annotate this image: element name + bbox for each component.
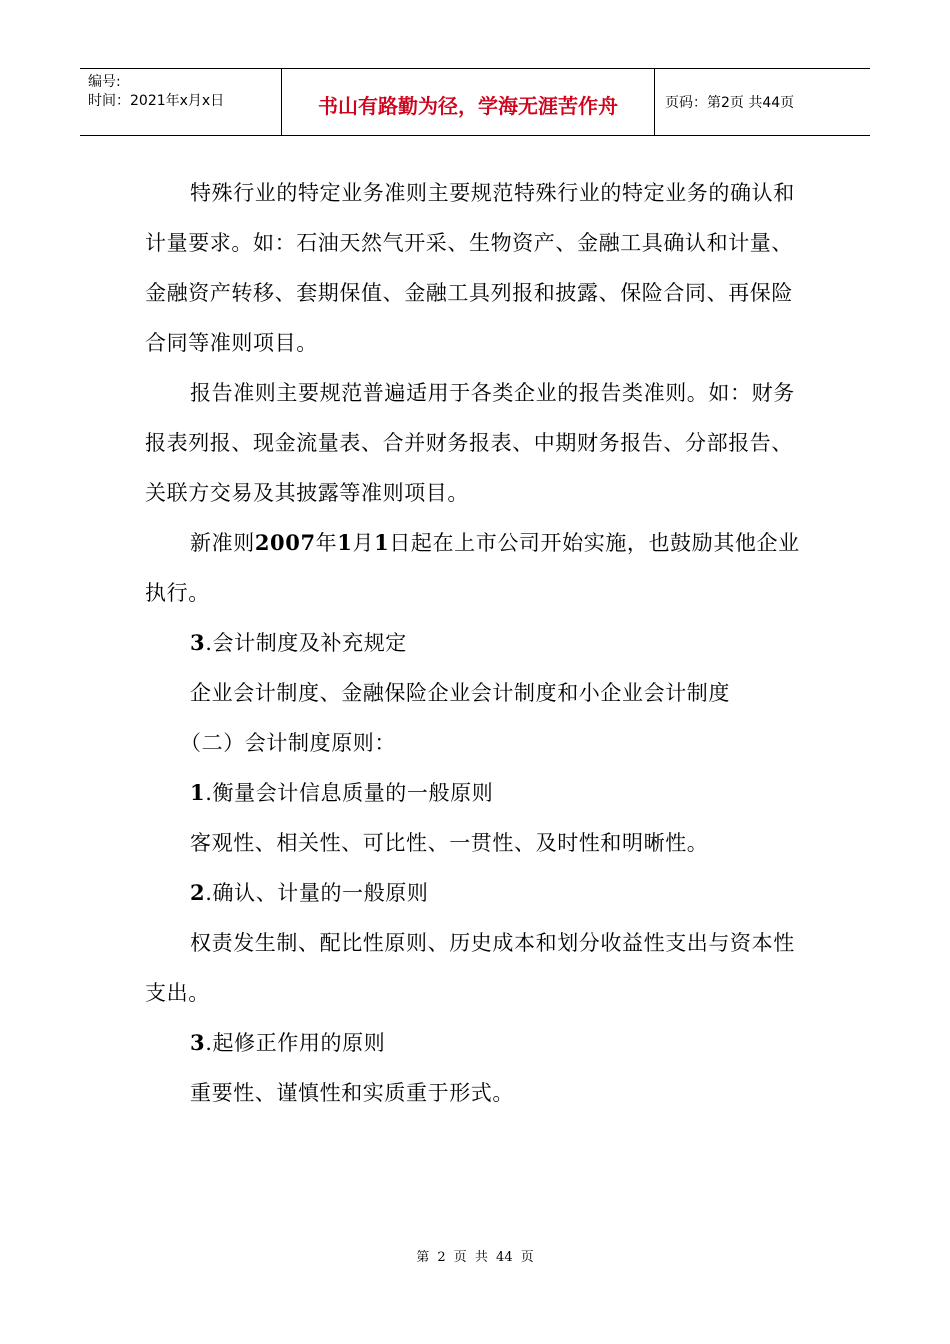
time-label: 时间：2021年x月x日 [88,93,225,109]
item-2-heading [145,868,810,918]
paragraph-special-industry: 特殊行业的特定业务准则主要规范特殊行业的特定业务的确认和计量要求。如：石油天然气开采、生物资产、金融工具确认和计量、金融资产转移、套期保值、金融工具列报和披露、保险合同、再保险合同等准则项目。 [145,181,795,355]
item-1-heading [145,768,810,818]
item-3-title: .起修正作用的原则 [205,1031,386,1055]
item-3-number: 3 [190,1030,206,1055]
page-footer: 第 2 页 共 44 页 [416,1250,534,1265]
item-2-number: 2 [190,880,206,905]
para3-text-a: 新准则 [190,531,255,555]
item-3-text: 重要性、谨慎性和实质重于形式。 [190,1081,514,1105]
paragraph-implementation [145,518,810,618]
item-2-title: .确认、计量的一般原则 [205,881,429,905]
para3-text-c: 月 [352,531,375,555]
document-body [145,168,810,1118]
header-page-info: 页码：第2页 共44页 [665,95,795,111]
header-motto: 书山有路勤为径，学海无涯苦作舟 [282,69,655,135]
item-1-number: 1 [190,780,206,805]
number-label: 编号: [88,74,121,90]
section-3-heading [145,618,810,668]
item-2-text: 权责发生制、配比性原则、历史成本和划分收益性支出与资本性支出。 [145,931,795,1005]
para3-month: 1 [337,530,353,555]
para3-day: 1 [374,530,390,555]
item-1-text: 客观性、相关性、可比性、一贯性、及时性和明晰性。 [190,831,709,855]
para3-text-b: 年 [315,531,338,555]
part-2-heading: （二）会计制度原则： [180,731,396,755]
header-meta [80,69,282,135]
section-3-number: 3 [190,630,206,655]
para3-text-d: 日起在上市公司开始实施，也鼓励其他企业执行。 [145,531,800,605]
item-1-title: .衡量会计信息质量的一般原则 [205,781,494,805]
para3-year: 2007 [254,530,316,555]
item-3-heading [145,1018,810,1068]
paragraph-report-standards: 报告准则主要规范普遍适用于各类企业的报告类准则。如：财务报表列报、现金流量表、合并财务报表、中期财务报告、分部报告、关联方交易及其披露等准则项目。 [145,381,795,505]
page-header [80,68,870,136]
section-3-text: 企业会计制度、金融保险企业会计制度和小企业会计制度 [190,681,730,705]
section-3-title: .会计制度及补充规定 [205,631,407,655]
